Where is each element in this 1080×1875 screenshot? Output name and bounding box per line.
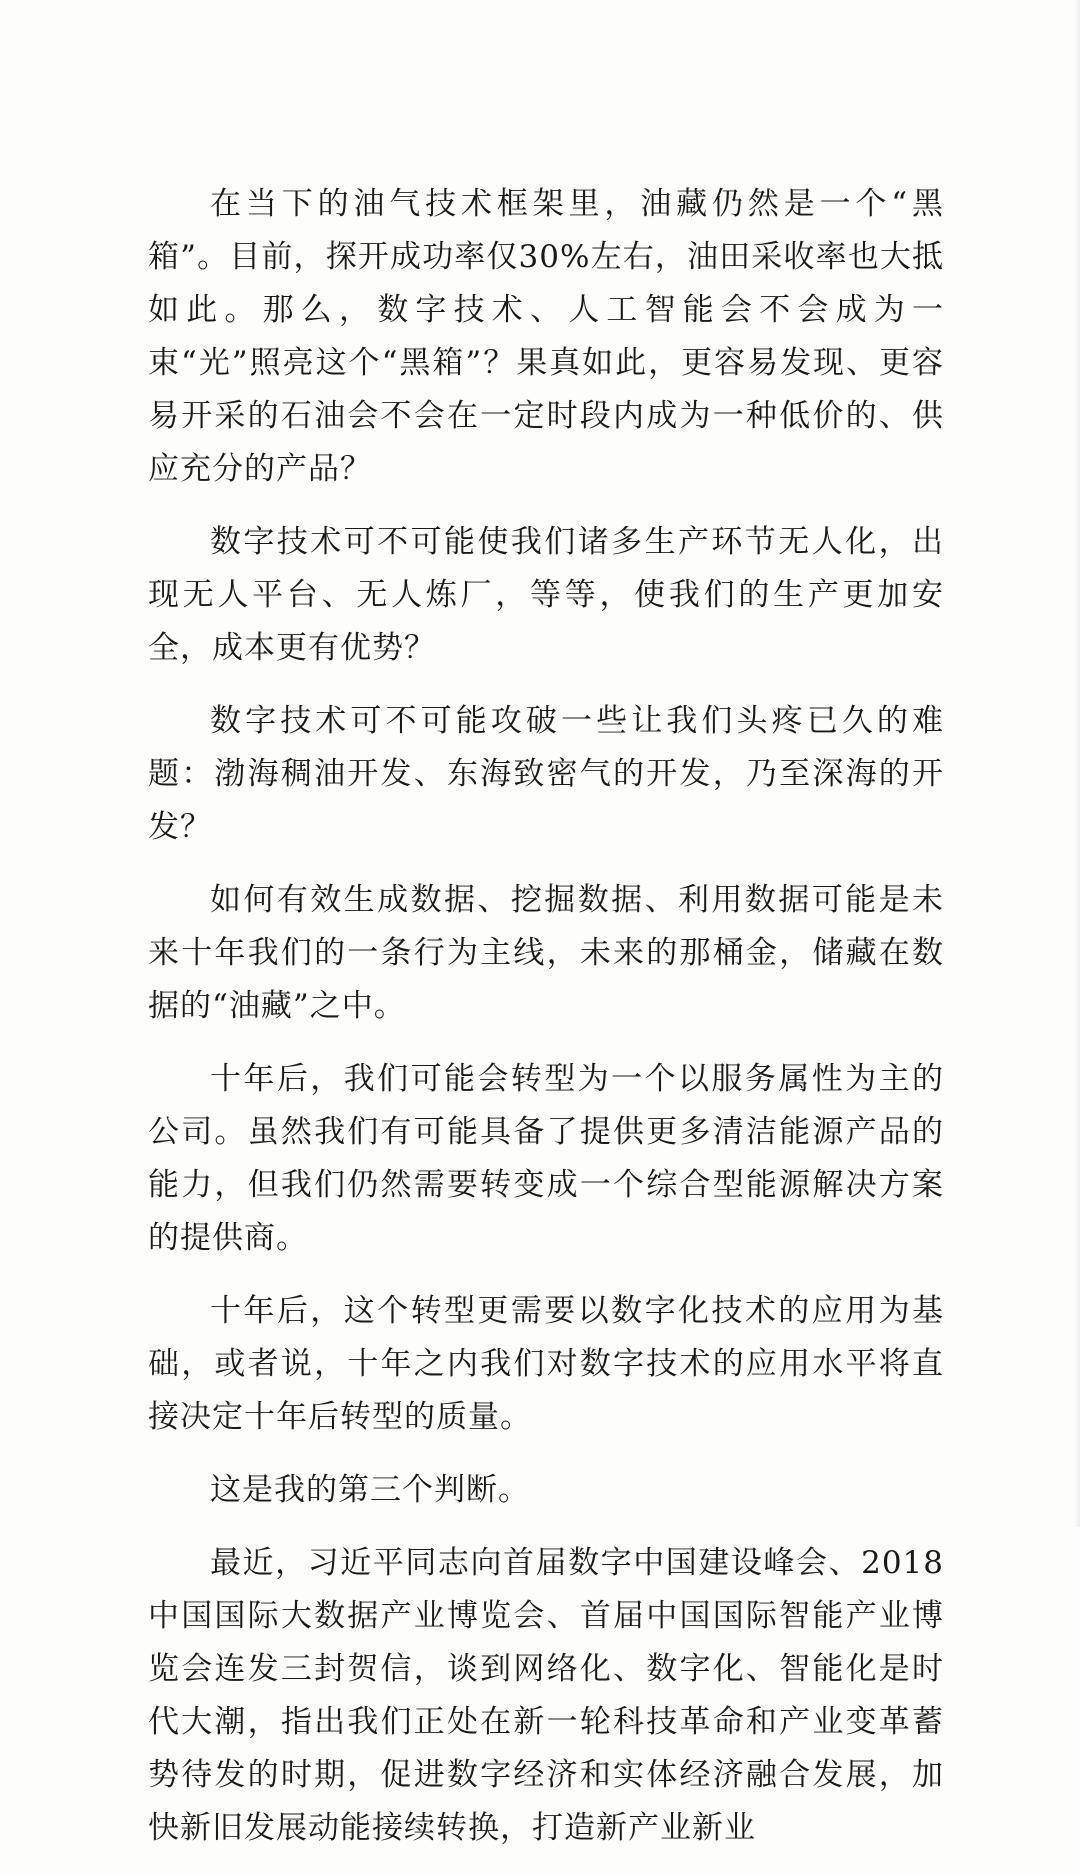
paragraph-digital-foundation: 十年后，这个转型更需要以数字化技术的应用为基础，或者说，十年之内我们对数字技术的应用水平将直接决定十年后转型的质量。 [148, 1293, 944, 1435]
paragraph-congratulatory-letters: 最近，习近平同志向首届数字中国建设峰会、2018 中国国际大数据产业博览会、首届中国国际智能产业博览会连发三封贺信，谈到网络化、数字化、智能化是时代大潮，指出我们正处在新一轮科技革命和产业变革蓄势待发的时期，促进数字经济和实体经济融合发展，加快新旧发展动能接续转换，打造新产业新业 [148, 1545, 944, 1846]
document-body [148, 178, 944, 1875]
paragraph-data-mainline: 如何有效生成数据、挖掘数据、利用数据可能是未来十年我们的一条行为主线，未来的那桶金，储藏在数据的“油藏”之中。 [148, 882, 944, 1024]
paragraph-unmanned-production: 数字技术可不可能使我们诸多生产环节无人化，出现无人平台、无人炼厂，等等，使我们的生产更加安全，成本更有优势？ [148, 524, 944, 666]
paragraph-third-judgment: 这是我的第三个判断。 [210, 1472, 530, 1508]
paragraph-service-transformation: 十年后，我们可能会转型为一个以服务属性为主的公司。虽然我们有可能具备了提供更多清洁能源产品的能力，但我们仍然需要转变成一个综合型能源解决方案的提供商。 [148, 1061, 944, 1256]
paragraph-black-box: 在当下的油气技术框架里，油藏仍然是一个“黑箱”。目前，探开成功率仅30%左右，油田采收率也大抵如此。那么，数字技术、人工智能会不会成为一束“光”照亮这个“黑箱”？果真如此，更容易发现、更容易开采的石油会不会在一定时段内成为一种低价的、供应充分的产品？ [148, 186, 944, 487]
page-edge-shadow [1074, 0, 1080, 1527]
paragraph-difficult-problems: 数字技术可不可能攻破一些让我们头疼已久的难题：渤海稠油开发、东海致密气的开发，乃至深海的开发？ [148, 703, 944, 845]
